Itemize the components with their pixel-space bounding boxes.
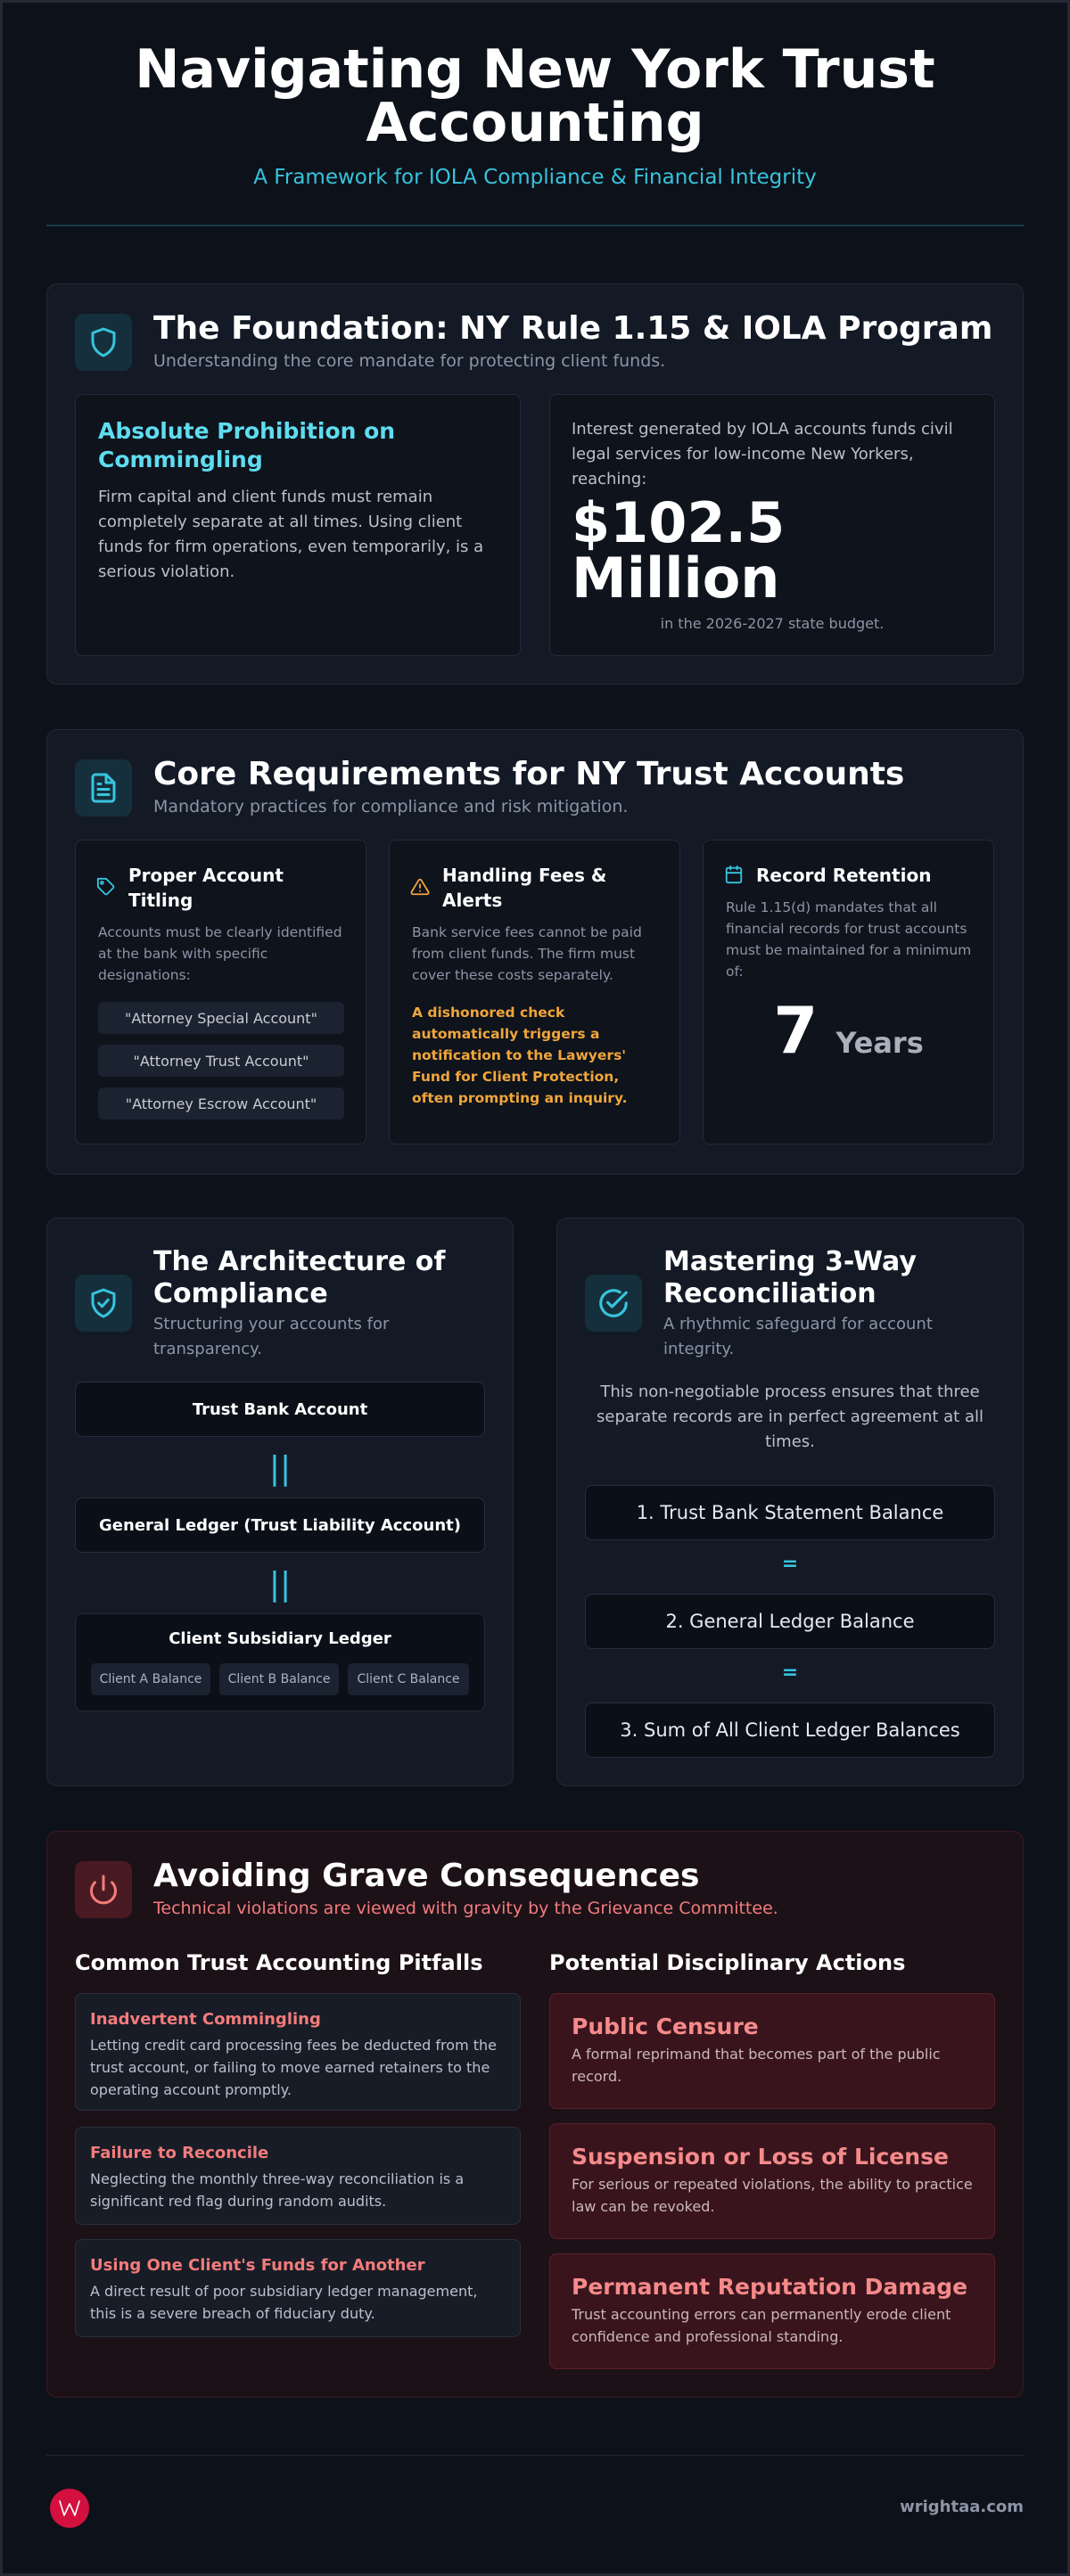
architecture-subheading-line-2: transparency. — [153, 1340, 262, 1358]
record-retention-body: Rule 1.15(d) mandates that all financial records for trust accounts must be maintained for a minimum of: — [726, 899, 972, 980]
reconciliation-item: 3. Sum of All Client Ledger Balances — [585, 1702, 995, 1758]
designation-option: "Attorney Special Account" — [98, 1002, 344, 1034]
foundation-heading: The Foundation: NY Rule 1.15 & IOLA Program — [153, 310, 993, 347]
pitfall-description: Letting credit card processing fees be deducted from the trust account, or failing to move earned retainers to the operating account promptly. — [90, 2037, 497, 2098]
fees-alerts-title-line-1: Handling Fees & — [442, 865, 607, 886]
header-divider — [46, 225, 1024, 226]
tag-icon — [96, 877, 116, 900]
pitfall-title: Failure to Reconcile — [90, 2144, 269, 2162]
iola-caption: in the 2026-2027 state budget. — [660, 615, 885, 632]
reconciliation-item: 1. Trust Bank Statement Balance — [585, 1485, 995, 1540]
iola-amount-line-1: $102.5 — [572, 490, 786, 555]
pitfall-description: Neglecting the monthly three-way reconciliation is a significant red flag during random audits. — [90, 2170, 465, 2210]
record-retention-title: Record Retention — [756, 865, 932, 886]
disciplinary-action-title: Public Censure — [572, 2014, 759, 2039]
account-titling-title — [128, 863, 351, 913]
client-balance-pill: Client C Balance — [348, 1663, 469, 1695]
client-subsidiary-ledger-box — [75, 1613, 485, 1711]
architecture-heading — [153, 1246, 501, 1310]
pitfall-title: Using One Client's Funds for Another — [90, 2256, 425, 2275]
client-balance-pill: Client B Balance — [219, 1663, 339, 1695]
disciplinary-action — [549, 1993, 995, 2109]
foundation-subheading: Understanding the core mandate for protecting client funds. — [153, 351, 666, 371]
logo-mark-icon — [57, 2498, 82, 2518]
iola-amount-line-2: Million — [572, 546, 780, 611]
commingling-title — [98, 417, 508, 474]
shield-check-icon — [75, 1275, 132, 1332]
reconciliation-heading-line-1: Mastering 3-Way — [663, 1246, 917, 1277]
pitfalls-heading: Common Trust Accounting Pitfalls — [75, 1950, 483, 1975]
pitfall-description: A direct result of poor subsidiary ledger management, this is a severe breach of fiduciary duty. — [90, 2283, 478, 2322]
pitfall-item — [75, 2127, 521, 2225]
fees-alerts-title-line-2: Alerts — [442, 890, 503, 911]
ledger-link: || — [268, 1566, 292, 1603]
fees-alerts-title — [442, 863, 665, 913]
brand-logo[interactable] — [50, 2489, 89, 2528]
reconciliation-subheading-line-1: A rhythmic safeguard for account — [663, 1315, 933, 1333]
disciplinary-action-description: A formal reprimand that becomes part of the public record. — [572, 2046, 941, 2085]
trust-bank-account-box: Trust Bank Account — [75, 1382, 485, 1437]
designation-option: "Attorney Trust Account" — [98, 1045, 344, 1077]
architecture-heading-line-2: Compliance — [153, 1278, 328, 1309]
retention-period — [703, 993, 994, 1068]
architecture-subheading-line-1: Structuring your accounts for — [153, 1315, 390, 1333]
reconciliation-item: 2. General Ledger Balance — [585, 1594, 995, 1649]
equals-sign: = — [781, 1661, 799, 1684]
consequences-heading: Avoiding Grave Consequences — [153, 1858, 700, 1894]
account-titling-body: Accounts must be clearly identified at the bank with specific designations: — [98, 924, 342, 983]
account-titling-title-line-1: Proper Account — [128, 865, 284, 886]
ledger-link: || — [268, 1450, 292, 1487]
check-circle-icon — [585, 1275, 642, 1332]
calendar-icon — [724, 865, 744, 888]
reconciliation-subheading-line-2: integrity. — [663, 1340, 735, 1358]
account-titling-title-line-2: Titling — [128, 890, 193, 911]
equals-sign: = — [781, 1553, 799, 1575]
reconciliation-subheading — [663, 1312, 1011, 1362]
pitfall-item — [75, 1993, 521, 2111]
disciplinary-action-description: Trust accounting errors can permanently erode client confidence and professional standing. — [572, 2306, 951, 2345]
shield-icon — [75, 314, 132, 371]
dishonored-check-alert: A dishonored check automatically triggers a notification to the Lawyers' Fund for Client Protection, often prompting an inquiry. — [412, 1005, 628, 1106]
architecture-heading-line-1: The Architecture of — [153, 1246, 446, 1277]
core-subheading: Mandatory practices for compliance and risk mitigation. — [153, 797, 629, 816]
page-title-line-1: Navigating New York Trust — [135, 38, 935, 101]
document-icon — [75, 759, 132, 816]
iola-intro: Interest generated by IOLA accounts funds civil legal services for low-income New Yorkers, reaching: — [572, 420, 953, 488]
reconciliation-heading — [663, 1246, 1011, 1310]
power-icon — [75, 1861, 132, 1918]
iola-amount — [572, 490, 982, 611]
page-title-line-2: Accounting — [366, 92, 704, 154]
disciplinary-action-title: Suspension or Loss of License — [572, 2144, 949, 2170]
reconciliation-heading-line-2: Reconciliation — [663, 1278, 877, 1309]
architecture-subheading — [153, 1312, 501, 1362]
retention-number: 7 — [773, 993, 819, 1068]
client-subsidiary-ledger-title: Client Subsidiary Ledger — [169, 1629, 391, 1648]
consequences-subheading: Technical violations are viewed with gravity by the Grievance Committee. — [153, 1899, 778, 1918]
commingling-title-line-1: Absolute Prohibition on — [98, 418, 396, 444]
pitfall-title: Inadvertent Commingling — [90, 2010, 321, 2029]
disciplinary-heading: Potential Disciplinary Actions — [549, 1950, 906, 1975]
client-balance-pill: Client A Balance — [91, 1663, 210, 1695]
disciplinary-action-description: For serious or repeated violations, the ability to practice law can be revoked. — [572, 2176, 973, 2215]
designation-option: "Attorney Escrow Account" — [98, 1087, 344, 1120]
general-ledger-box: General Ledger (Trust Liability Account) — [75, 1497, 485, 1553]
footer-site-link[interactable]: wrightaa.com — [900, 2498, 1024, 2516]
page-title — [89, 38, 981, 154]
reconciliation-intro: This non-negotiable process ensures that three separate records are in perfect agreement at all times. — [597, 1382, 984, 1451]
page-subtitle: A Framework for IOLA Compliance & Financial Integrity — [253, 166, 817, 189]
core-heading: Core Requirements for NY Trust Accounts — [153, 756, 905, 792]
disciplinary-action — [549, 2123, 995, 2239]
fees-alerts-body: Bank service fees cannot be paid from client funds. The firm must cover these costs separately. — [412, 924, 642, 983]
disciplinary-action-title: Permanent Reputation Damage — [572, 2274, 968, 2300]
commingling-title-line-2: Commingling — [98, 447, 263, 472]
footer-divider — [46, 2455, 1024, 2456]
pitfall-item — [75, 2239, 521, 2337]
commingling-body: Firm capital and client funds must remain completely separate at all times. Using client funds for firm operations, even temporarily, is a serious violation. — [98, 488, 484, 581]
warning-icon — [410, 877, 430, 900]
disciplinary-action — [549, 2253, 995, 2369]
retention-unit: Years — [835, 1026, 924, 1060]
